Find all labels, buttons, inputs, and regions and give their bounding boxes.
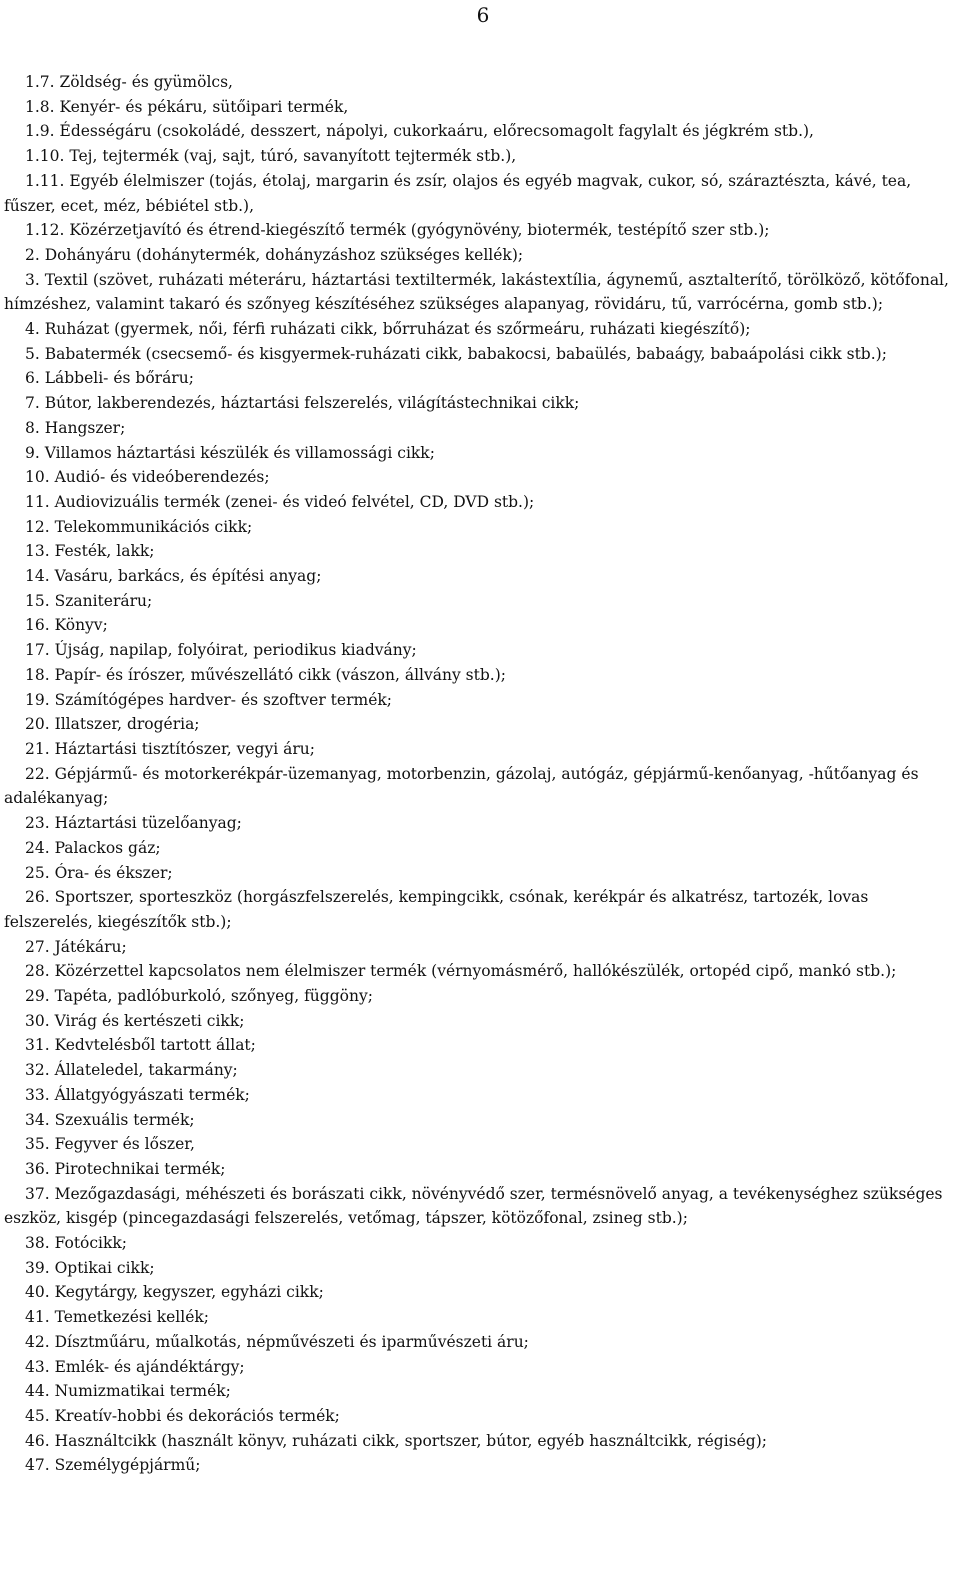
list-item: 29. Tapéta, padlóburkoló, szőnyeg, függöny; — [25, 987, 373, 1006]
list-item: 21. Háztartási tisztítószer, vegyi áru; — [25, 739, 315, 758]
list-item: 32. Állateledel, takarmány; — [25, 1061, 238, 1080]
list-item: 10. Audió- és videóberendezés; — [25, 468, 270, 487]
list-item: 4. Ruházat (gyermek, női, férfi ruházati cikk, bőrruházat és szőrmeáru, ruházati kiegészítő); — [25, 320, 751, 339]
list-item: 8. Hangszer; — [25, 418, 126, 437]
list-item: 36. Pirotechnikai termék; — [25, 1159, 226, 1178]
list-item: 30. Virág és kertészeti cikk; — [25, 1011, 245, 1030]
list-item: 9. Villamos háztartási készülék és villamossági cikk; — [25, 443, 435, 462]
list-item: 23. Háztartási tüzelőanyag; — [25, 814, 242, 833]
list-item: 40. Kegytárgy, kegyszer, egyházi cikk; — [25, 1283, 324, 1302]
list-item: 47. Személygépjármű; — [25, 1456, 201, 1475]
list-item: 37. Mezőgazdasági, méhészeti és borászati cikk, növényvédő szer, termésnövelő anyag, a tevékenységhez szükséges eszköz, kisgép (pincegazdasági felszerelés, vetőmag, tápszer, kötözőfonal, zsineg stb.); — [4, 1184, 943, 1228]
list-item: 44. Numizmatikai termék; — [25, 1382, 231, 1401]
list-item: 46. Használtcikk (használt könyv, ruházati cikk, sportszer, bútor, egyéb használtcikk, régiség); — [25, 1431, 768, 1450]
list-item: 39. Optikai cikk; — [25, 1258, 155, 1277]
list-item: 25. Óra- és ékszer; — [25, 863, 173, 882]
product-list — [4, 70, 954, 1478]
list-item: 13. Festék, lakk; — [25, 542, 155, 561]
list-item: 35. Fegyver és lőszer, — [25, 1135, 195, 1154]
list-item: 22. Gépjármű- és motorkerékpár-üzemanyag, motorbenzin, gázolaj, autógáz, gépjármű-kenőanyag, -hűtőanyag és adalékanyag; — [4, 764, 919, 808]
list-item: 42. Dísztműáru, műalkotás, népművészeti és iparművészeti áru; — [25, 1332, 529, 1351]
list-item: 15. Szaniteráru; — [25, 591, 153, 610]
list-item: 1.7. Zöldség- és gyümölcs, — [25, 73, 233, 91]
list-item: 34. Szexuális termék; — [25, 1110, 195, 1129]
list-item: 24. Palackos gáz; — [25, 838, 161, 857]
list-item: 11. Audiovizuális termék (zenei- és videó felvétel, CD, DVD stb.); — [25, 492, 535, 511]
list-item: 16. Könyv; — [25, 616, 108, 635]
list-item: 1.12. Közérzetjavító és étrend-kiegészítő termék (gyógynövény, biotermék, testépítő szer stb.); — [25, 221, 770, 240]
list-item: 45. Kreatív-hobbi és dekorációs termék; — [25, 1406, 340, 1425]
page-number: 6 — [476, 3, 490, 27]
list-item: 38. Fotócikk; — [25, 1234, 128, 1253]
list-item: 20. Illatszer, drogéria; — [25, 715, 200, 734]
list-item: 26. Sportszer, sporteszköz (horgászfelszerelés, kempingcikk, csónak, kerékpár és alkatrész, tartozék, lovas felszerelés, kiegészítők stb.); — [4, 888, 869, 931]
list-item: 14. Vasáru, barkács, és építési anyag; — [25, 567, 322, 586]
list-item: 41. Temetkezési kellék; — [25, 1308, 209, 1327]
list-item: 17. Újság, napilap, folyóirat, periodikus kiadvány; — [25, 641, 417, 660]
list-item: 18. Papír- és írószer, művészellátó cikk (vászon, állvány stb.); — [25, 665, 506, 684]
list-item: 1.8. Kenyér- és pékáru, sütőipari termék, — [25, 97, 349, 116]
list-item: 1.11. Egyéb élelmiszer (tojás, étolaj, margarin és zsír, olajos és egyéb magvak, cukor, só, száraztészta, kávé, tea, fűszer, ecet, méz, bébiétel stb.), — [4, 171, 912, 215]
list-item: 1.10. Tej, tejtermék (vaj, sajt, túró, savanyított tejtermék stb.), — [25, 147, 517, 166]
list-item: 12. Telekommunikációs cikk; — [25, 517, 253, 536]
list-item: 1.9. Édességáru (csokoládé, desszert, nápolyi, cukorkaáru, előrecsomagolt fagylalt és jégkrém stb.), — [25, 122, 814, 141]
list-item: 3. Textil (szövet, ruházati méteráru, háztartási textiltermék, lakástextília, ágynemű, asztalterítő, törölköző, kötőfonal, hímzéshez, valamint takaró és szőnyeg készítéséhez szükséges alapanyag, rövidáru, tű, varrócérna, gomb stb.); — [4, 270, 949, 314]
list-item: 33. Állatgyógyászati termék; — [25, 1085, 250, 1104]
list-item: 2. Dohányáru (dohánytermék, dohányzáshoz szükséges kellék); — [25, 245, 524, 264]
list-item: 43. Emlék- és ajándéktárgy; — [25, 1357, 245, 1376]
list-item: 19. Számítógépes hardver- és szoftver termék; — [25, 690, 392, 709]
list-item: 27. Játékáru; — [25, 937, 127, 956]
list-item: 6. Lábbeli- és bőráru; — [25, 369, 194, 388]
list-item: 28. Közérzettel kapcsolatos nem élelmiszer termék (vérnyomásmérő, hallókészülék, ortopéd cipő, mankó stb.); — [25, 962, 897, 981]
list-item: 31. Kedvtelésből tartott állat; — [25, 1036, 256, 1055]
list-item: 5. Babatermék (csecsemő- és kisgyermek-ruházati cikk, babakocsi, babaülés, babaágy, babaápolási cikk stb.); — [25, 344, 887, 363]
list-item: 7. Bútor, lakberendezés, háztartási felszerelés, világítástechnikai cikk; — [25, 394, 580, 413]
